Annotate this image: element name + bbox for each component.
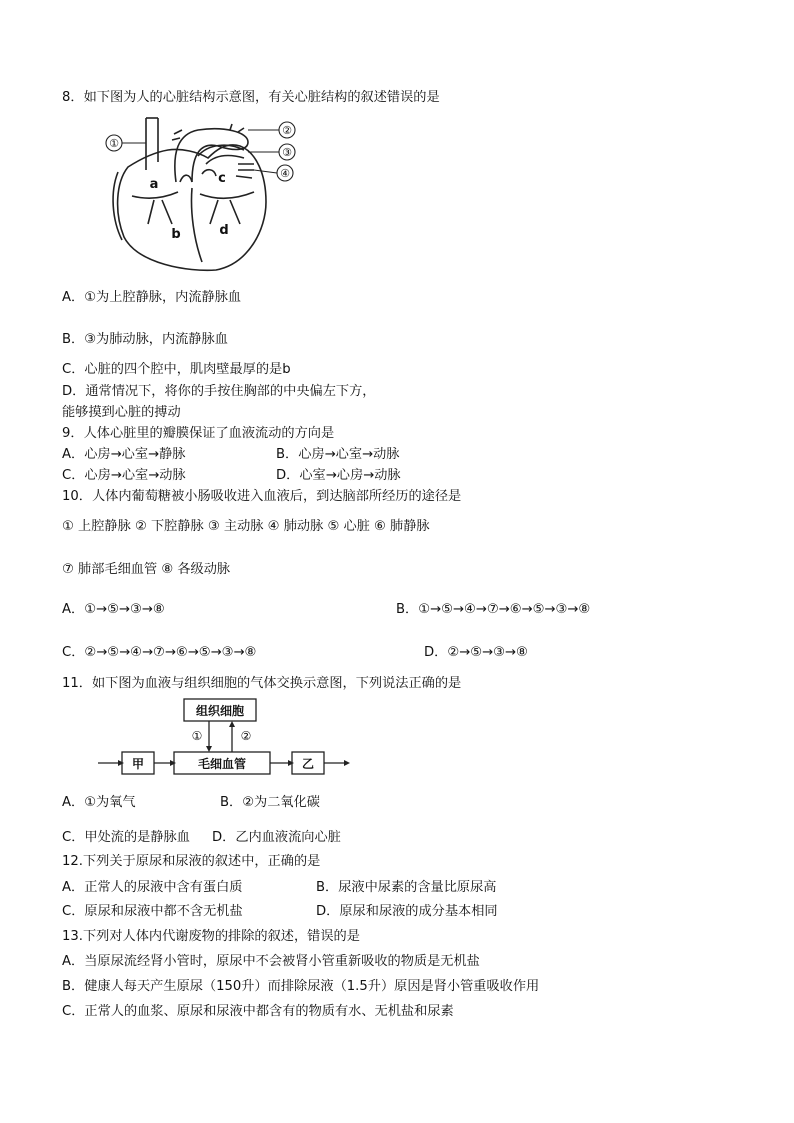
q9-option-b: B．心房→心室→动脉 [276, 447, 400, 462]
q10-option-d: D．②→⑤→③→⑧ [424, 645, 528, 660]
q8-option-c: C．心脏的四个腔中，肌肉壁最厚的是b [62, 362, 291, 377]
q8-stem: 8．如下图为人的心脏结构示意图，有关心脏结构的叙述错误的是 [62, 90, 440, 105]
q13-option-b: B．健康人每天产生原尿（150升）而排除尿液（1.5升）原因是肾小管重吸收作用 [62, 979, 540, 994]
gas-label-jia: 甲 [131, 757, 145, 771]
q8-option-b: B．③为肺动脉，内流静脉血 [62, 332, 228, 347]
q13-option-a: A．当原尿流经肾小管时，原尿中不会被肾小管重新吸收的物质是无机盐 [62, 954, 480, 969]
gas-label-tissue: 组织细胞 [195, 704, 245, 718]
q10-option-b: B．①→⑤→④→⑦→⑥→⑤→③→⑧ [396, 602, 591, 617]
q11-stem: 11．如下图为血液与组织细胞的气体交换示意图，下列说法正确的是 [62, 676, 462, 691]
q10-items-line1: ① 上腔静脉 ② 下腔静脉 ③ 主动脉 ④ 肺动脉 ⑤ 心脏 ⑥ 肺静脉 [62, 519, 430, 534]
q8-option-a: A．①为上腔静脉，内流静脉血 [62, 290, 242, 305]
heart-chamber-d: d [219, 223, 229, 238]
q12-option-b: B．尿液中尿素的含量比原尿高 [316, 880, 497, 895]
q12-option-c: C．原尿和尿液中都不含无机盐 [62, 904, 243, 919]
q11-option-b: B．②为二氧化碳 [220, 795, 320, 810]
heart-label-3: ③ [282, 146, 292, 159]
q11-option-c: C．甲处流的是静脉血 [62, 830, 190, 845]
gas-exchange-diagram [96, 694, 358, 778]
q9-option-c: C．心房→心室→动脉 [62, 468, 186, 483]
heart-chamber-c: c [218, 171, 226, 186]
q9-option-d: D．心室→心房→动脉 [276, 468, 401, 483]
q13-option-c: C．正常人的血浆、原尿和尿液中都含有的物质有水、无机盐和尿素 [62, 1004, 454, 1019]
gas-label-capillary: 毛细血管 [197, 757, 247, 771]
q10-option-a: A．①→⑤→③→⑧ [62, 602, 165, 617]
q9-option-a: A．心房→心室→静脉 [62, 447, 186, 462]
heart-label-2: ② [282, 124, 292, 137]
q11-option-d: D．乙内血液流向心脏 [212, 830, 341, 845]
q12-option-a: A．正常人的尿液中含有蛋白质 [62, 880, 243, 895]
heart-label-4: ④ [280, 167, 290, 180]
heart-diagram-svg [98, 112, 303, 277]
gas-label-1: ① [191, 729, 203, 743]
q10-option-c: C．②→⑤→④→⑦→⑥→⑤→③→⑧ [62, 645, 257, 660]
gas-label-2: ② [240, 729, 252, 743]
q12-stem: 12.下列关于原尿和尿液的叙述中，正确的是 [62, 854, 321, 869]
q8-option-d-line1: D．通常情况下，将你的手按住胸部的中央偏左下方， [62, 384, 376, 399]
q10-stem: 10．人体内葡萄糖被小肠吸收进入血液后，到达脑部所经历的途径是 [62, 489, 462, 504]
gas-exchange-svg [96, 694, 358, 778]
q9-stem: 9．人体心脏里的瓣膜保证了血液流动的方向是 [62, 426, 335, 441]
q8-option-d-line2: 能够摸到心脏的搏动 [62, 405, 181, 420]
heart-label-1: ① [109, 137, 119, 150]
q10-items-line2: ⑦ 肺部毛细血管 ⑧ 各级动脉 [62, 562, 231, 577]
heart-chamber-a: a [149, 177, 159, 192]
q12-option-d: D．原尿和尿液的成分基本相同 [316, 904, 498, 919]
heart-chamber-b: b [171, 227, 181, 242]
heart-diagram [98, 112, 303, 277]
gas-label-yi: 乙 [301, 757, 315, 771]
q13-stem: 13.下列对人体内代谢废物的排除的叙述，错误的是 [62, 929, 360, 944]
q11-option-a: A．①为氧气 [62, 795, 136, 810]
